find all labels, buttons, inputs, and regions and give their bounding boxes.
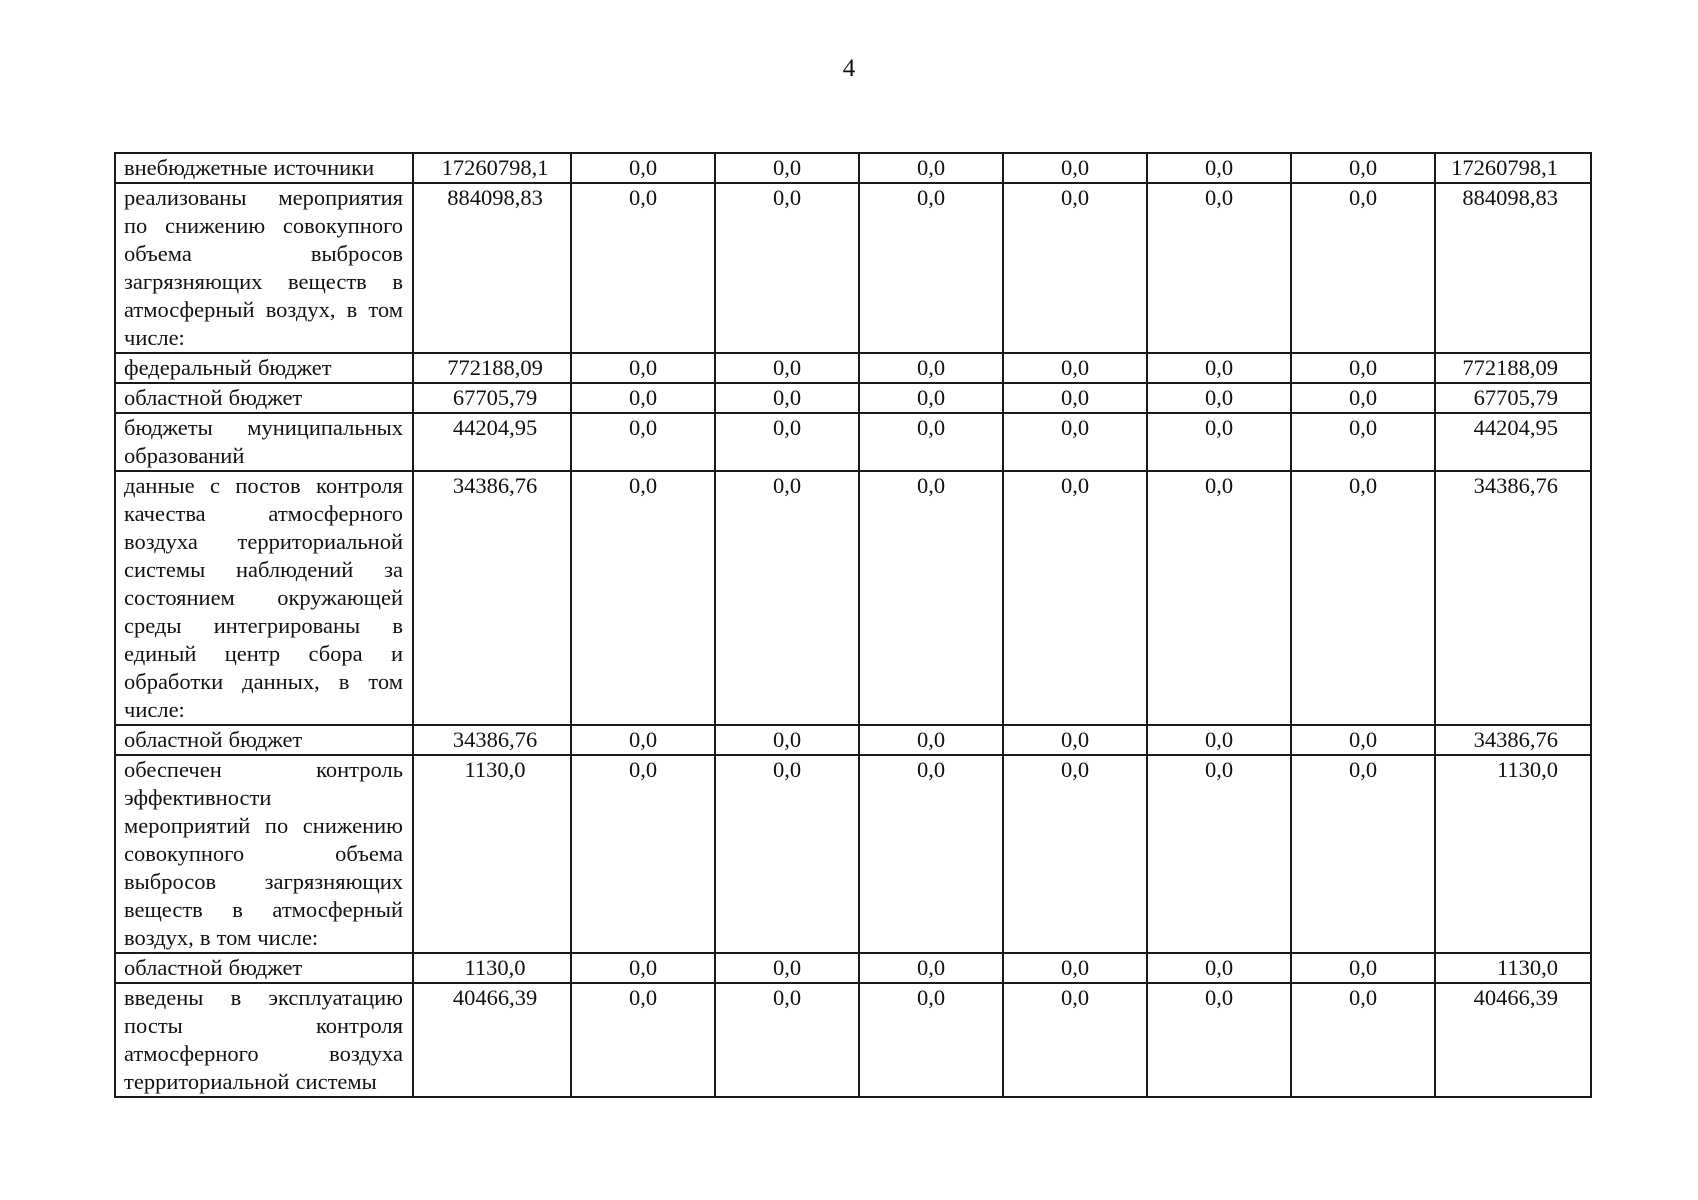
value-cell: 0,0 (1147, 353, 1291, 383)
value-cell: 0,0 (571, 353, 715, 383)
value-cell: 0,0 (715, 353, 859, 383)
value-cell: 0,0 (1003, 413, 1147, 471)
value-cell: 0,0 (1147, 471, 1291, 725)
value-cell: 0,0 (1291, 183, 1435, 353)
value-cell: 0,0 (715, 153, 859, 183)
row-label: данные с постов контроля качества атмосферного воздуха территориальной системы наблюдений за состоянием окружающей среды интегрированы в единый центр сбора и обработки данных, в том числе: (115, 471, 413, 725)
value-cell: 884098,83 (413, 183, 571, 353)
value-cell: 0,0 (1147, 755, 1291, 953)
value-cell: 0,0 (1291, 383, 1435, 413)
value-cell: 0,0 (715, 413, 859, 471)
value-cell: 0,0 (715, 755, 859, 953)
budget-table (114, 152, 1592, 1098)
value-cell: 0,0 (1291, 953, 1435, 983)
table-row (115, 755, 1591, 953)
table-row (115, 471, 1591, 725)
value-cell: 0,0 (1147, 953, 1291, 983)
value-cell: 0,0 (571, 471, 715, 725)
value-cell: 0,0 (1291, 413, 1435, 471)
value-cell: 0,0 (859, 953, 1003, 983)
table-row (115, 183, 1591, 353)
value-cell: 0,0 (1003, 953, 1147, 983)
value-cell: 0,0 (859, 755, 1003, 953)
table-row (115, 953, 1591, 983)
value-cell: 772188,09 (413, 353, 571, 383)
value-cell: 0,0 (859, 383, 1003, 413)
value-cell: 0,0 (1291, 353, 1435, 383)
value-cell: 0,0 (1147, 153, 1291, 183)
row-label: областной бюджет (115, 953, 413, 983)
value-cell: 17260798,1 (413, 153, 571, 183)
value-cell: 0,0 (1291, 471, 1435, 725)
value-cell: 0,0 (859, 725, 1003, 755)
row-label: реализованы мероприятия по снижению совокупного объема выбросов загрязняющих веществ в атмосферный воздух, в том числе: (115, 183, 413, 353)
value-cell: 0,0 (715, 471, 859, 725)
value-cell: 40466,39 (413, 983, 571, 1097)
row-label: обеспечен контроль эффективности мероприятий по снижению совокупного объема выбросов загрязняющих веществ в атмосферный воздух, в том числе: (115, 755, 413, 953)
total-cell: 1130,0 (1435, 953, 1591, 983)
value-cell: 0,0 (859, 983, 1003, 1097)
row-label: бюджеты муниципальных образований (115, 413, 413, 471)
value-cell: 0,0 (1003, 725, 1147, 755)
table-row (115, 725, 1591, 755)
total-cell: 67705,79 (1435, 383, 1591, 413)
value-cell: 0,0 (571, 725, 715, 755)
total-cell: 772188,09 (1435, 353, 1591, 383)
value-cell: 0,0 (1003, 983, 1147, 1097)
value-cell: 0,0 (859, 183, 1003, 353)
table-row (115, 413, 1591, 471)
row-label: внебюджетные источники (115, 153, 413, 183)
value-cell: 0,0 (1147, 383, 1291, 413)
value-cell: 0,0 (1003, 353, 1147, 383)
value-cell: 0,0 (1147, 413, 1291, 471)
value-cell: 0,0 (1291, 153, 1435, 183)
value-cell: 0,0 (1147, 983, 1291, 1097)
value-cell: 0,0 (715, 953, 859, 983)
value-cell: 0,0 (571, 383, 715, 413)
row-label: областной бюджет (115, 383, 413, 413)
value-cell: 0,0 (1003, 383, 1147, 413)
value-cell: 34386,76 (413, 471, 571, 725)
total-cell: 17260798,1 (1435, 153, 1591, 183)
value-cell: 34386,76 (413, 725, 571, 755)
value-cell: 0,0 (859, 153, 1003, 183)
value-cell: 0,0 (571, 183, 715, 353)
value-cell: 0,0 (1003, 471, 1147, 725)
total-cell: 1130,0 (1435, 755, 1591, 953)
row-label: введены в эксплуатацию посты контроля атмосферного воздуха территориальной системы (115, 983, 413, 1097)
value-cell: 0,0 (1291, 755, 1435, 953)
value-cell: 0,0 (715, 383, 859, 413)
total-cell: 40466,39 (1435, 983, 1591, 1097)
value-cell: 0,0 (571, 983, 715, 1097)
table-row (115, 383, 1591, 413)
total-cell: 34386,76 (1435, 725, 1591, 755)
value-cell: 0,0 (571, 755, 715, 953)
value-cell: 0,0 (859, 353, 1003, 383)
value-cell: 0,0 (1291, 725, 1435, 755)
value-cell: 0,0 (1147, 725, 1291, 755)
value-cell: 44204,95 (413, 413, 571, 471)
value-cell: 67705,79 (413, 383, 571, 413)
value-cell: 0,0 (715, 183, 859, 353)
total-cell: 884098,83 (1435, 183, 1591, 353)
value-cell: 0,0 (715, 983, 859, 1097)
value-cell: 0,0 (1003, 755, 1147, 953)
value-cell: 0,0 (571, 413, 715, 471)
value-cell: 0,0 (715, 725, 859, 755)
value-cell: 0,0 (1003, 183, 1147, 353)
value-cell: 0,0 (1003, 153, 1147, 183)
total-cell: 44204,95 (1435, 413, 1591, 471)
table-row (115, 983, 1591, 1097)
value-cell: 0,0 (1291, 983, 1435, 1097)
value-cell: 0,0 (859, 413, 1003, 471)
value-cell: 0,0 (1147, 183, 1291, 353)
value-cell: 1130,0 (413, 755, 571, 953)
table-row (115, 153, 1591, 183)
value-cell: 1130,0 (413, 953, 571, 983)
row-label: областной бюджет (115, 725, 413, 755)
value-cell: 0,0 (859, 471, 1003, 725)
page-number: 4 (842, 55, 856, 82)
row-label: федеральный бюджет (115, 353, 413, 383)
total-cell: 34386,76 (1435, 471, 1591, 725)
value-cell: 0,0 (571, 153, 715, 183)
value-cell: 0,0 (571, 953, 715, 983)
table-row (115, 353, 1591, 383)
